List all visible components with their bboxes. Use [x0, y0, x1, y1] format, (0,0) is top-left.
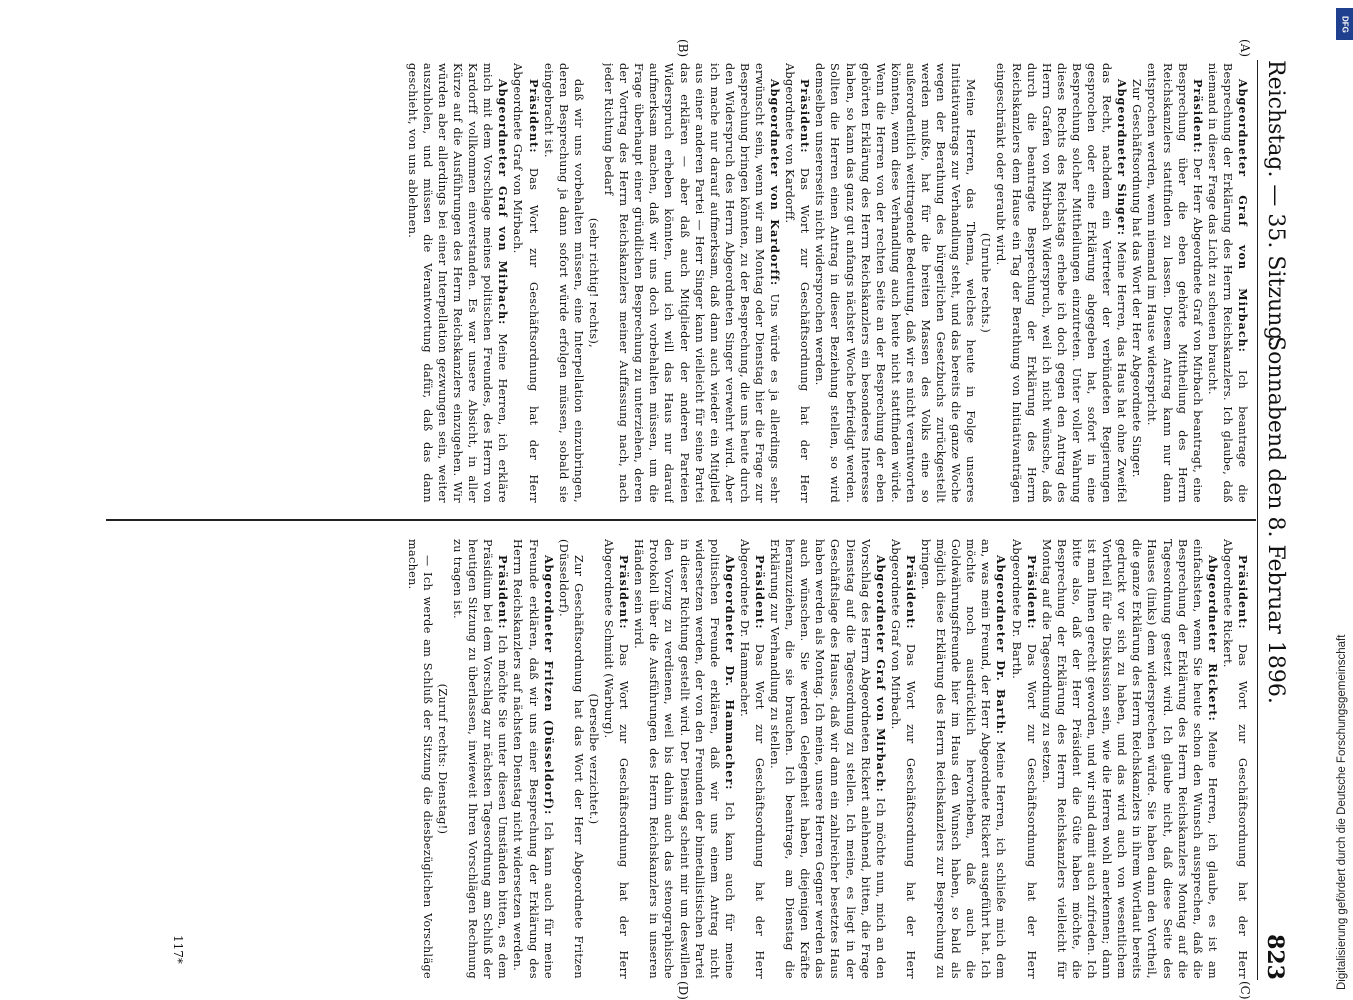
speaker-name: Präsident: — [617, 555, 632, 630]
paragraph — [1009, 539, 1039, 979]
paragraph-text: (Derselbe verzichtet.) — [586, 693, 600, 825]
paragraph-text: Ich beantrage die Besprechung der Erklärung des Herrn Reichskanzlers. Ich glaube, daß niemand in dieser Frage das Licht zu scheuen braucht. — [1205, 63, 1249, 503]
paragraph — [1205, 63, 1250, 503]
paragraph-text: Das Wort zur Geschäftsordnung hat der Herr Abgeordnete von Kardorff. — [783, 63, 812, 503]
paragraph-text: — Ich werde am Schluß der Sitzung die diesbezüglichen Vorschläge machen. — [405, 539, 434, 979]
paragraph — [405, 63, 511, 503]
running-head — [1257, 60, 1292, 980]
paragraph — [556, 539, 586, 979]
speaker-name: Abgeordneter Fritzen (Düsseldorf): — [541, 555, 556, 816]
paragraph-text: Ich möchte nun, mich an den Vorschlag des Herrn Abgeordneten Rickert anlehnend, bitten, die Frage Dienstag auf die Tagesordnung zu stellen. Ich meine, es liegt in der Geschäftslage des Hauses, daß wir dann ein zahlreicher besetztes Haus haben werden als Montag. Ich meine, unsere Herren Gegner werden das auch wünschen. Sie werden Gelegenheit haben, diejenigen Kräfte heranzuziehen, die sie brauchen. Ich beantrage, am Dienstag die Erklärung zur Verhandlung zu stellen. — [768, 539, 887, 979]
paragraph — [405, 539, 435, 979]
paragraph — [586, 63, 601, 503]
paragraph — [541, 63, 586, 503]
paragraph-text: daß wir uns vorbehalten müssen, eine Interpellation einzubringen, deren Besprechung ja dann sofort würde erfolgen müssen, sobald sie eingebracht ist. — [541, 63, 585, 503]
page-number: 823 — [1262, 934, 1288, 980]
dfg-logo: DFG — [1336, 8, 1353, 40]
paragraph-text: Das Wort zur Geschäftsordnung hat der Herr Abgeordnete Dr. Hammacher. — [737, 539, 766, 979]
paragraph — [1220, 539, 1250, 979]
paragraph-text: Der Herr Abgeordnete Graf von Mirbach beantragt, eine Besprechung über die eben gehörte Mittheilung des Herrn Reichskanzlers stattfinden zu lassen. Diesem Antrag kann nur dann entsprochen werden, wenn niemand im Hause widerspricht. — [1145, 63, 1204, 503]
paragraph — [782, 63, 812, 503]
paragraph-text: Uns würde es ja allerdings sehr erwünscht sein, wenn wir am Montag oder Dienstag hier die Frage zur Besprechung bringen könnten, zu der Besprechung, die uns heute durch den Widerspruch des Herrn Abgeordneten Singer verwehrt wird. Aber ich mache nur darauf aufmerksam, daß dann auch wieder ein Mitglied aus einer anderen Partei — Herr Singer kann vielleicht für seine Partei das erklären — aber daß auch Mitglieder der anderen Parteien Widerspruch erheben könnten, und ich will das Haus nur darauf aufmerksam machen, daß wir uns doch vorbehalten müssen, um die Frage überhaupt einer gründlichen Besprechung zu unterziehen, deren der Vortrag des Herrn Reichskanzlers meiner Auffassung nach, nach jeder Richtung bedarf — [602, 63, 782, 503]
text-column-left — [100, 63, 1250, 503]
header-date: Sonnabend den 8. Februar 1896. — [1263, 336, 1288, 704]
paragraph-text: Meine Herren, ich glaube, es ist am einfachsten, wenn Sie heute schon den Wunsch aussprechen, daß die Besprechung der Erklärung des Herrn Reichskanzlers Montag auf die Tagesordnung gesetzt wird. Ich glaube nicht, daß diese Seite des Hauses (links) dem widersprechen würde. Sie haben dann den Vortheil, die ganze Erklärung des Herrn Reichskanzlers in ihrem Wortlaut bereits gedruckt vor sich zu haben, und das wird auch von wesentlichem Vortheil für die Diskussion sein, wie die Herren wohl anerkennen; dann ist man Ihnen gerecht geworden, und wir sind damit auch zufrieden. Ich bitte also, daß der Herr Präsident die Güte haben möchte, die Besprechung der Erklärung des Herrn Reichskanzlers vielleicht für Montag auf die Tagesordnung zu setzen. — [1039, 539, 1219, 979]
paragraph — [631, 539, 737, 979]
paragraph — [450, 539, 510, 979]
paragraph-text: (sehr richtig! rechts), — [586, 217, 600, 349]
paragraph-text: (Zuruf rechts: Dienstag!) — [436, 683, 450, 835]
margin-letter-b: (B) — [676, 39, 690, 58]
paragraph-text: Das Wort zur Geschäftsordnung hat der Herr Abgeordnete Rickert. — [1220, 539, 1249, 979]
signature-mark: 117* — [171, 935, 185, 964]
paragraph-text: Meine Herren, ich erkläre mich mit dem Vorschlage meines politischen Freundes, des Herrn von Kardorff vollkommen einverstanden. Es war unsere Absicht, in aller Kürze auf die Ausführungen des Herrn Reichskanzlers einzugehen. Wir würden aber allerdings bei einer Interpellation gezwungen sein, weiter auszuholen, und müssen die Verantwortung dafür, daß das dann geschieht, von uns ablehnen. — [405, 63, 510, 503]
paragraph — [510, 63, 540, 503]
digitization-credit: Digitalisierung gefördert durch die Deutsche Forschungsgemeinschaft — [1336, 634, 1348, 990]
margin-letter-c: (C) — [1238, 981, 1252, 1000]
paragraph — [601, 63, 782, 503]
margin-letter-d: (D) — [676, 981, 690, 1000]
speaker-name: Abgeordneter Dr. Hammacher: — [722, 555, 737, 791]
paragraph-text: Das Wort zur Geschäftsordnung hat der Herr Abgeordnete Schmidt (Warburg). — [602, 539, 631, 979]
paragraph — [510, 539, 555, 979]
paragraph — [767, 539, 888, 979]
text-column-right — [100, 539, 1250, 979]
paragraph — [1129, 63, 1144, 503]
paragraph-text: Zur Geschäftsordnung hat das Wort der Herr Abgeordnete Singer. — [1130, 79, 1144, 478]
paragraph — [993, 63, 1129, 503]
speaker-name: Präsident: — [1190, 79, 1205, 154]
rotated-page — [50, 39, 1300, 1000]
speaker-name: Abgeordneter Singer: — [1115, 79, 1130, 236]
paragraph — [812, 63, 978, 503]
speaker-name: Präsident: — [903, 555, 918, 630]
paragraph — [978, 63, 993, 503]
paragraph — [586, 539, 601, 979]
paragraph — [918, 539, 1009, 979]
paragraph-text: Ich kann auch für meine Freunde erklären, daß wir uns einer Besprechung der Erklärung des Herrn Reichskanzlers auf nächsten Dienstag nicht widersetzen werden. — [511, 539, 555, 979]
paragraph — [737, 539, 767, 979]
speaker-name: Abgeordneter von Kardorff: — [768, 79, 783, 287]
paragraph-text: Zur Geschäftsordnung hat das Wort der Herr Abgeordnete Fritzen (Düsseldorf). — [556, 539, 585, 979]
paragraph-text: Meine Herren, das Haus hat ohne Zweifel das Recht, nachdem ein Vertreter der verbündeten Regierungen gesprochen oder eine Erklärung abgegeben hat, sofort in eine Besprechung solcher Mittheilungen einzutreten. Unter voller Wahrung dieses Rechts des Reichstags erhebe ich doch gegen den Antrag des Herrn Grafen von Mirbach Widerspruch, weil ich nicht wünsche, daß durch die beantragte Besprechung der Erklärung des Herrn Reichskanzlers dem Hause ein Tag der Berathung von Initiativanträgen eingeschränkt oder geraubt wird. — [994, 63, 1129, 503]
paragraph — [601, 539, 631, 979]
speaker-name: Abgeordneter Graf von Mirbach: — [496, 79, 511, 326]
speaker-name: Präsident: — [526, 79, 541, 154]
paragraph — [888, 539, 918, 979]
paragraph-text: Das Wort zur Geschäftsordnung hat der Herr Abgeordnete Graf von Mirbach. — [888, 539, 917, 979]
speaker-name: Abgeordneter Rickert: — [1205, 555, 1220, 722]
speaker-name: Abgeordneter Graf von Mirbach: — [1236, 79, 1250, 353]
speaker-name: Abgeordneter Dr. Barth: — [994, 555, 1009, 735]
margin-letter-a: (A) — [1238, 39, 1252, 58]
paragraph-text: Ich kann auch für meine politischen Freunde erklären, daß wir uns einem Antrag nicht widersetzen werden, der von den Freunden der bimetallistischen Partei in dieser Richtung gestellt wird. Der Dienstag scheint mir um deswillen den Vorzug zu verdienen, weil bis dahin auch das stenographische Protokoll über die Ausführungen des Herrn Reichskanzlers in unseren Händen sein wird. — [632, 539, 736, 979]
paragraph-text: (Unruhe rechts.) — [979, 232, 993, 334]
paragraph-text: Meine Herren, ich schließe mich dem an, was mein Freund, der Herr Abgeordnete Rickert ausgeführt hat. Ich möchte noch ausdrücklich hervorheben, daß auch die Goldwährungsfreunde hier im Haus den Wunsch haben, so bald als möglich diese Erklärung des Herrn Reichskanzlers zur Besprechung zu bringen. — [919, 539, 1008, 979]
paragraph-text: Meine Herren, das Thema, welches heute in Folge unseres Initiativantrags zur Verhandlung steht, und das bereits die ganze Woche wegen der Berathung des bürgerlichen Gesetzbuchs zurückgestellt werden mußte, hat für die breiten Massen des Volks eine so außerordentlich weittragende Bedeutung, daß wir es nicht verantworten könnten, wenn diese Verhandlung auch heute nicht stattfinden würde. Wenn die Herren von der rechten Seite an der Besprechung der eben gehörten Erklärung des Herrn Reichskanzlers ein besonderes Interesse haben, so kann das ganz gut anfangs nächster Woche befriedigt werden. Sollten die Herren einen Antrag in dieser Beziehung stellen, so wird demselben unsererseits nicht widersprochen werden. — [813, 63, 978, 503]
speaker-name: Präsident: — [798, 79, 813, 154]
paragraph — [1039, 539, 1220, 979]
paragraph — [1144, 63, 1204, 503]
paragraph-text: Das Wort zur Geschäftsordnung hat der Herr Abgeordnete Graf von Mirbach. — [511, 63, 540, 503]
paragraph-text: Ich möchte Sie unter diesen Umständen bitten, es dem Präsidium bei dem Vorschlag zur nächsten Tagesordnung am Schluß der heutigen Sitzung zu überlassen, inwieweit Ihren Vorschlägen Rechnung zu tragen ist. — [451, 539, 510, 979]
speaker-name: Präsident: — [1236, 555, 1250, 630]
speaker-name: Abgeordneter Graf von Mirbach: — [873, 555, 888, 793]
speaker-name: Präsident: — [496, 555, 511, 630]
column-divider — [106, 519, 1256, 521]
paragraph — [435, 539, 450, 979]
paragraph-text: Das Wort zur Geschäftsordnung hat der Herr Abgeordnete Dr. Barth. — [1009, 539, 1038, 979]
speaker-name: Präsident: — [1024, 555, 1039, 630]
speaker-name: Präsident: — [753, 555, 767, 630]
header-left: Reichstag. — 35. Sitzung. — [1263, 60, 1288, 348]
